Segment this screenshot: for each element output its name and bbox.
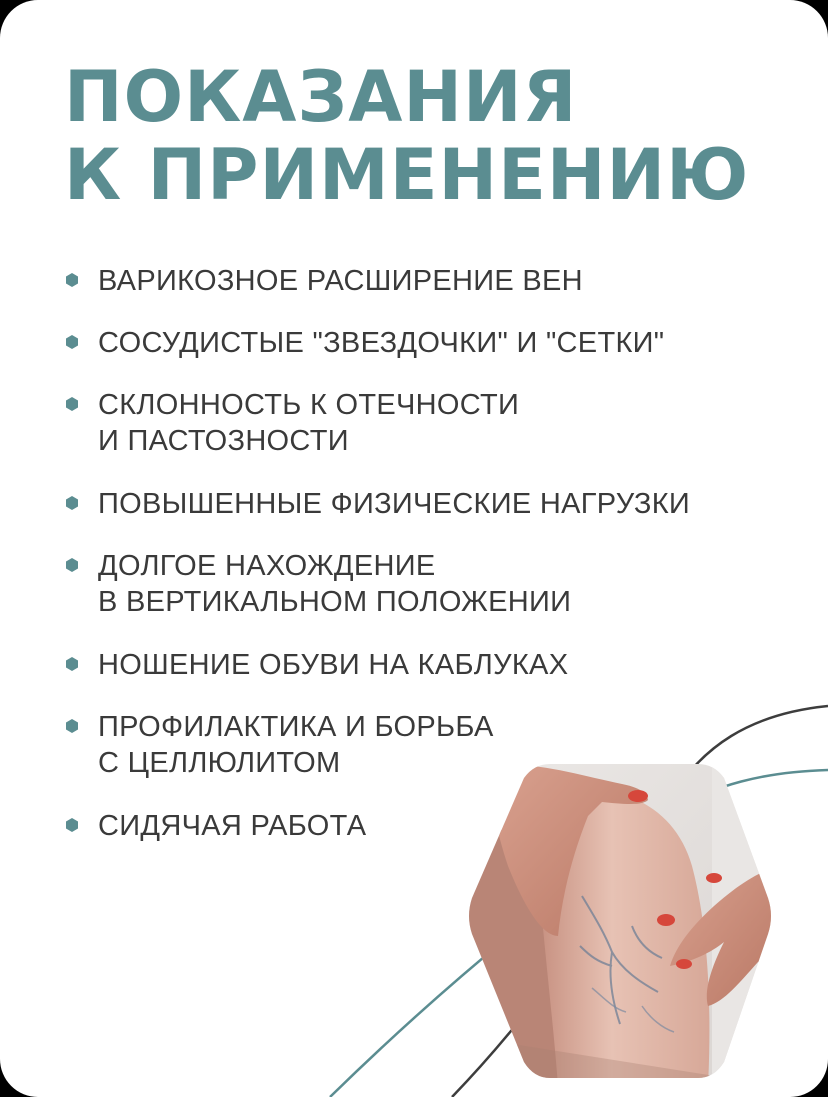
hexagon-bullet-icon [66,273,78,287]
list-item-line: СКЛОННОСТЬ К ОТЕЧНОСТИ [98,389,520,421]
page-title [64,58,749,214]
list-item-line: ДОЛГОЕ НАХОЖДЕНИЕ [98,550,436,582]
list-item-line: В ВЕРТИКАЛЬНОМ ПОЛОЖЕНИИ [98,586,572,618]
list-item-text [98,647,690,683]
hexagon-bullet-icon [66,397,78,411]
list-item [64,325,690,387]
leg-spider-veins-photo [462,756,778,1086]
hexagon-bullet-icon [66,657,78,671]
page-title-line-2: К ПРИМЕНЕНИЮ [64,134,750,216]
hexagon-bullet-icon [66,496,78,510]
list-item-line: НОШЕНИЕ ОБУВИ НА КАБЛУКАХ [98,649,569,681]
list-item-text [98,325,690,361]
list-item-line: СОСУДИСТЫЕ "ЗВЕЗДОЧКИ" И "СЕТКИ" [98,327,665,359]
hexagon-bullet-icon [66,818,78,832]
list-item-text [98,263,690,299]
list-item [64,647,690,709]
list-item [64,387,690,486]
list-item-text [98,548,690,620]
hexagon-bullet-icon [66,719,78,733]
list-item-text [98,387,690,459]
list-item [64,486,690,548]
list-item [64,263,690,325]
list-item-line: И ПАСТОЗНОСТИ [98,425,349,457]
list-item-line: СИДЯЧАЯ РАБОТА [98,810,367,842]
page-title-line-1: ПОКАЗАНИЯ [64,56,578,138]
list-item-line: ВАРИКОЗНОЕ РАСШИРЕНИЕ ВЕН [98,265,583,297]
list-item [64,548,690,647]
list-item-line: ПОВЫШЕННЫЕ ФИЗИЧЕСКИЕ НАГРУЗКИ [98,488,691,520]
list-item-line: С ЦЕЛЛЮЛИТОМ [98,747,341,779]
list-item-line: ПРОФИЛАКТИКА И БОРЬБА [98,711,494,743]
list-item-text [98,486,690,522]
hexagon-bullet-icon [66,335,78,349]
hexagon-bullet-icon [66,558,78,572]
